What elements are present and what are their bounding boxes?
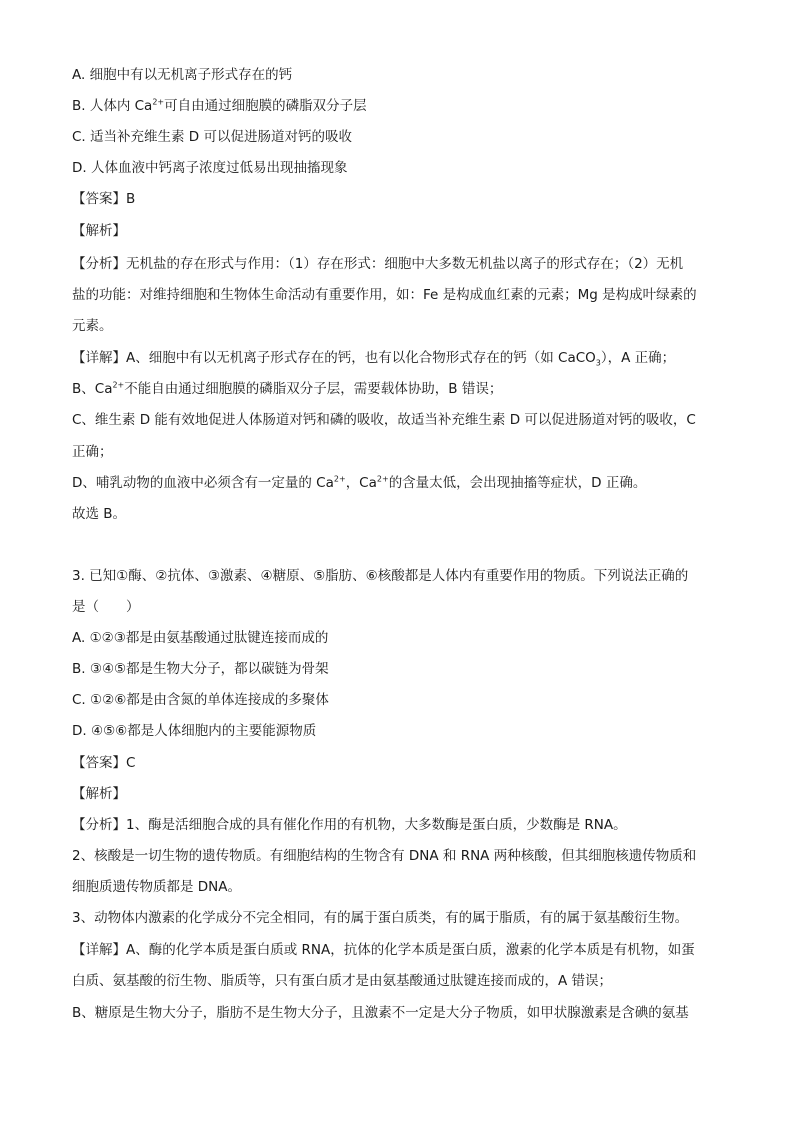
q3-fenxi-line-2: 2、核酸是一切生物的遗传物质。有细胞结构的生物含有 DNA 和 RNA 两种核酸，但其细胞核遗传物质和 — [72, 848, 697, 864]
q3-option-b: B. ③④⑤都是生物大分子，都以碳链为骨架 — [72, 661, 329, 677]
q2-xiangjie-a: 【详解】A、细胞中有以无机离子形式存在的钙，也有以化合物形式存在的钙（如 CaCO$_3$），A 正确； — [72, 350, 676, 368]
q3-answer: 【答案】C — [72, 755, 136, 771]
q3-option-d: D. ④⑤⑥都是人体细胞内的主要能源物质 — [72, 723, 317, 739]
q3-fenxi-line-3: 细胞质遗传物质都是 DNA。 — [72, 879, 242, 895]
q3-xiangjie-a-line-2: 白质、氨基酸的衍生物、脂质等，只有蛋白质才是由氨基酸通过肽键连接而成的，A 错误； — [72, 973, 613, 989]
q2-xiangjie-b: B、$Ca^{2+}$不能自由通过细胞膜的磷脂双分子层，需要载体协助，B 错误； — [72, 380, 503, 397]
q3-option-a: A. ①②③都是由氨基酸通过肽键连接而成的 — [72, 630, 329, 646]
q2-xiangjie-d: D、哺乳动物的血液中必须含有一定量的 $Ca^{2+}$，$Ca^{2+}$的含量太低，会出现抽搐等症状，D 正确。 — [72, 474, 647, 491]
q2-option-b: B. 人体内 $Ca^{2+}$可自由通过细胞膜的磷脂双分子层 — [72, 97, 367, 114]
q2-option-a: A. 细胞中有以无机离子形式存在的钙 — [72, 67, 293, 83]
q2-xiangjie-c-line-1: C、维生素 D 能有效地促进人体肠道对钙和磷的吸收，故适当补充维生素 D 可以促进肠道对钙的吸收，C — [72, 412, 696, 428]
q3-xiangjie-a-line-1: 【详解】A、酶的化学本质是蛋白质或 RNA，抗体的化学本质是蛋白质，激素的化学本质是有机物，如蛋 — [72, 942, 695, 958]
q3-fenxi-line-4: 3、动物体内激素的化学成分不完全相同，有的属于蛋白质类，有的属于脂质，有的属于氨基酸衍生物。 — [72, 910, 689, 926]
q2-conclusion: 故选 B。 — [72, 506, 127, 522]
q2-fenxi-line-3: 元素。 — [72, 318, 113, 334]
q2-option-c: C. 适当补充维生素 D 可以促进肠道对钙的吸收 — [72, 129, 352, 145]
q2-option-d: D. 人体血液中钙离子浓度过低易出现抽搐现象 — [72, 160, 348, 176]
q3-fenxi-line-1: 【分析】1、酶是活细胞合成的具有催化作用的有机物，大多数酶是蛋白质，少数酶是 RNA。 — [72, 817, 627, 833]
q3-xiangjie-b-line-1: B、糖原是生物大分子，脂肪不是生物大分子，且激素不一定是大分子物质，如甲状腺激素是含碘的氨基 — [72, 1005, 689, 1021]
q2-fenxi-line-1: 【分析】无机盐的存在形式与作用：（1）存在形式：细胞中大多数无机盐以离子的形式存在；（2）无机 — [72, 256, 684, 272]
q3-stem-line-2: 是（ ） — [72, 599, 140, 615]
q2-fenxi-line-2: 盐的功能：对维持细胞和生物体生命活动有重要作用，如：Fe 是构成血红素的元素；Mg 是构成叶绿素的 — [72, 287, 697, 303]
q2-answer: 【答案】B — [72, 191, 136, 207]
q3-analysis-heading: 【解析】 — [72, 786, 126, 802]
q2-xiangjie-c-line-2: 正确； — [72, 444, 113, 460]
q3-option-c: C. ①②⑥都是由含氮的单体连接成的多聚体 — [72, 692, 329, 708]
q3-stem-line-1: 3. 已知①酶、②抗体、③激素、④糖原、⑤脂肪、⑥核酸都是人体内有重要作用的物质。下列说法正确的 — [72, 568, 689, 584]
q2-analysis-heading: 【解析】 — [72, 223, 126, 239]
